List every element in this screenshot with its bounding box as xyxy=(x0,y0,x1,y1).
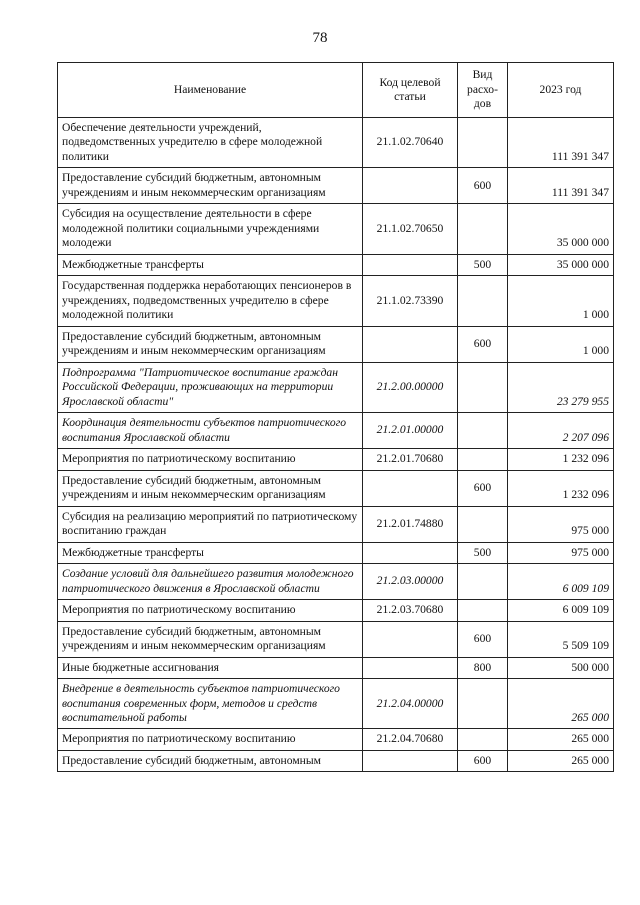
row-type-cell xyxy=(458,362,508,412)
row-type-cell xyxy=(458,506,508,542)
row-code-cell xyxy=(363,168,458,204)
row-code-cell xyxy=(363,621,458,657)
table-row xyxy=(58,621,614,657)
row-name-cell: Предоставление субсидий бюджетным, автономным учреждениям и иным некоммерческим организациям xyxy=(58,470,363,506)
page-number: 78 xyxy=(312,30,328,46)
row-type-cell xyxy=(458,413,508,449)
row-amount-cell: 1 232 096 xyxy=(508,449,614,470)
table-row xyxy=(58,600,614,621)
table-row xyxy=(58,276,614,326)
row-name-cell: Предоставление субсидий бюджетным, автономным учреждениям и иным некоммерческим организациям xyxy=(58,326,363,362)
row-amount-cell: 500 000 xyxy=(508,657,614,678)
table-row xyxy=(58,168,614,204)
row-type-cell: 600 xyxy=(458,621,508,657)
table-header-row xyxy=(58,63,614,118)
table-row xyxy=(58,750,614,771)
row-amount-cell: 23 279 955 xyxy=(508,362,614,412)
row-name-cell: Межбюджетные трансферты xyxy=(58,254,363,275)
row-type-cell xyxy=(458,449,508,470)
row-code-cell xyxy=(363,657,458,678)
row-amount-cell: 6 009 109 xyxy=(508,564,614,600)
row-type-cell xyxy=(458,564,508,600)
row-type-cell xyxy=(458,276,508,326)
row-amount-cell: 2 207 096 xyxy=(508,413,614,449)
row-code-cell xyxy=(363,750,458,771)
table-row xyxy=(58,254,614,275)
table-row xyxy=(58,413,614,449)
row-amount-cell: 975 000 xyxy=(508,506,614,542)
header-name: Наименование xyxy=(58,63,363,118)
row-code-cell xyxy=(363,326,458,362)
table-row xyxy=(58,326,614,362)
row-type-cell: 600 xyxy=(458,750,508,771)
header-amount: 2023 год xyxy=(508,63,614,118)
row-amount-cell: 1 000 xyxy=(508,276,614,326)
table-row xyxy=(58,470,614,506)
table-row xyxy=(58,204,614,254)
row-amount-cell: 265 000 xyxy=(508,729,614,750)
row-amount-cell: 6 009 109 xyxy=(508,600,614,621)
row-type-cell: 500 xyxy=(458,542,508,563)
row-type-cell xyxy=(458,600,508,621)
row-code-cell: 21.1.02.70640 xyxy=(363,118,458,168)
row-code-cell: 21.2.03.00000 xyxy=(363,564,458,600)
row-name-cell: Координация деятельности субъектов патриотического воспитания Ярославской области xyxy=(58,413,363,449)
row-code-cell: 21.2.01.00000 xyxy=(363,413,458,449)
row-name-cell: Обеспечение деятельности учреждений, подведомственных учредителю в сфере молодежной политики xyxy=(58,118,363,168)
row-amount-cell: 265 000 xyxy=(508,679,614,729)
row-type-cell xyxy=(458,204,508,254)
row-name-cell: Мероприятия по патриотическому воспитанию xyxy=(58,729,363,750)
budget-table xyxy=(57,62,614,772)
row-type-cell: 800 xyxy=(458,657,508,678)
row-name-cell: Мероприятия по патриотическому воспитанию xyxy=(58,449,363,470)
table-body xyxy=(58,118,614,772)
row-type-cell xyxy=(458,118,508,168)
row-type-cell: 600 xyxy=(458,326,508,362)
row-name-cell: Государственная поддержка неработающих пенсионеров в учреждениях, подведомственных учредителю в сфере молодежной политики xyxy=(58,276,363,326)
table-row xyxy=(58,729,614,750)
row-code-cell: 21.2.04.00000 xyxy=(363,679,458,729)
row-name-cell: Субсидия на осуществление деятельности в сфере молодежной политики социальными учреждениями молодежи xyxy=(58,204,363,254)
row-code-cell: 21.2.01.74880 xyxy=(363,506,458,542)
row-code-cell xyxy=(363,542,458,563)
row-type-cell: 600 xyxy=(458,168,508,204)
row-code-cell: 21.1.02.70650 xyxy=(363,204,458,254)
row-name-cell: Мероприятия по патриотическому воспитанию xyxy=(58,600,363,621)
row-amount-cell: 975 000 xyxy=(508,542,614,563)
row-name-cell: Подпрограмма "Патриотическое воспитание граждан Российской Федерации, проживающих на территории Ярославской области" xyxy=(58,362,363,412)
row-amount-cell: 35 000 000 xyxy=(508,254,614,275)
row-name-cell: Межбюджетные трансферты xyxy=(58,542,363,563)
row-name-cell: Внедрение в деятельность субъектов патриотического воспитания современных форм, методов и средств воспитательной работы xyxy=(58,679,363,729)
row-amount-cell: 5 509 109 xyxy=(508,621,614,657)
row-code-cell: 21.2.00.00000 xyxy=(363,362,458,412)
row-code-cell xyxy=(363,254,458,275)
row-type-cell xyxy=(458,729,508,750)
table-row xyxy=(58,449,614,470)
row-code-cell: 21.2.03.70680 xyxy=(363,600,458,621)
row-code-cell xyxy=(363,470,458,506)
row-amount-cell: 265 000 xyxy=(508,750,614,771)
row-code-cell: 21.1.02.73390 xyxy=(363,276,458,326)
row-type-cell xyxy=(458,679,508,729)
table-row xyxy=(58,506,614,542)
header-code: Код целевой статьи xyxy=(363,63,458,118)
row-amount-cell: 111 391 347 xyxy=(508,168,614,204)
header-type: Вид расхо-дов xyxy=(458,63,508,118)
row-name-cell: Создание условий для дальнейшего развития молодежного патриотического движения в Ярославской области xyxy=(58,564,363,600)
table-row xyxy=(58,362,614,412)
table-row xyxy=(58,679,614,729)
row-name-cell: Иные бюджетные ассигнования xyxy=(58,657,363,678)
row-amount-cell: 1 000 xyxy=(508,326,614,362)
row-amount-cell: 111 391 347 xyxy=(508,118,614,168)
table-row xyxy=(58,657,614,678)
row-amount-cell: 1 232 096 xyxy=(508,470,614,506)
table-row xyxy=(58,118,614,168)
row-type-cell: 600 xyxy=(458,470,508,506)
row-amount-cell: 35 000 000 xyxy=(508,204,614,254)
table-row xyxy=(58,564,614,600)
row-name-cell: Предоставление субсидий бюджетным, автономным xyxy=(58,750,363,771)
row-name-cell: Предоставление субсидий бюджетным, автономным учреждениям и иным некоммерческим организациям xyxy=(58,168,363,204)
row-code-cell: 21.2.04.70680 xyxy=(363,729,458,750)
row-code-cell: 21.2.01.70680 xyxy=(363,449,458,470)
row-name-cell: Субсидия на реализацию мероприятий по патриотическому воспитанию граждан xyxy=(58,506,363,542)
table-row xyxy=(58,542,614,563)
row-name-cell: Предоставление субсидий бюджетным, автономным учреждениям и иным некоммерческим организациям xyxy=(58,621,363,657)
row-type-cell: 500 xyxy=(458,254,508,275)
